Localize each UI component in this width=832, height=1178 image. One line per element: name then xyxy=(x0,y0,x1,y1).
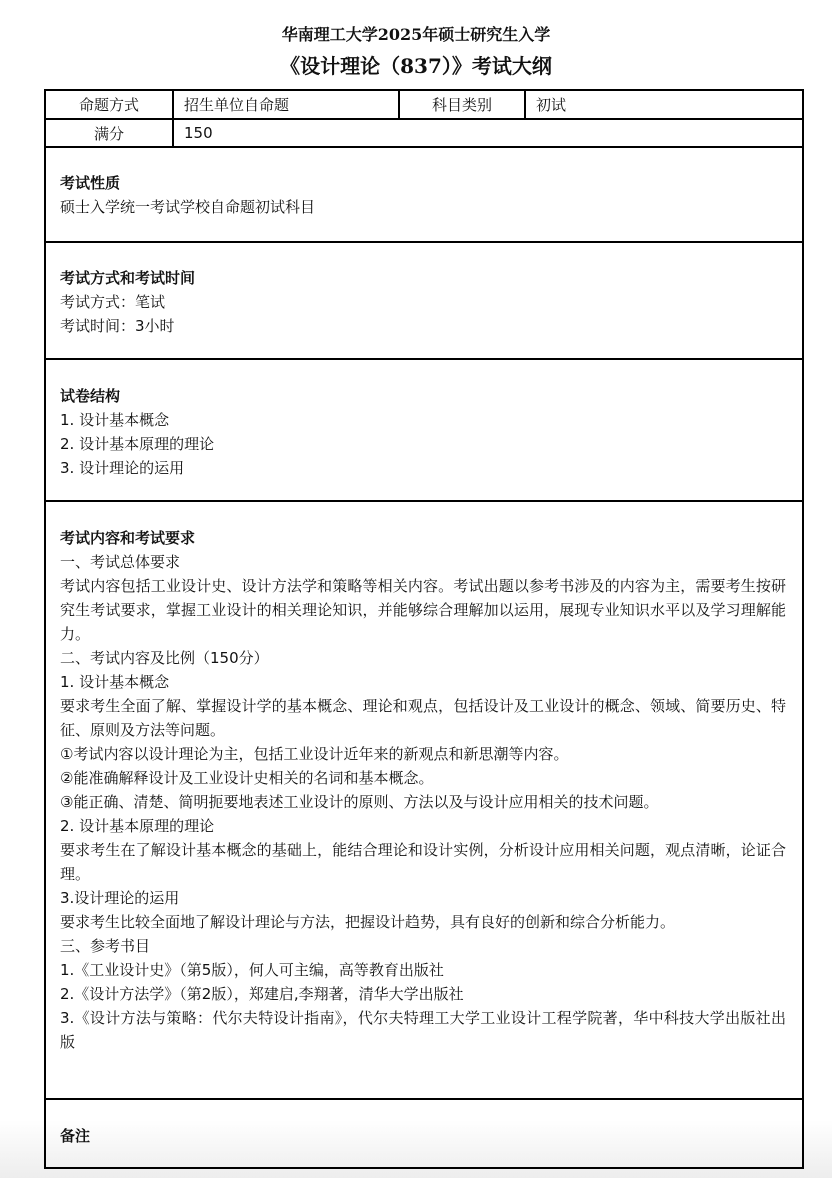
section-title: 考试内容和考试要求 xyxy=(60,529,196,547)
section-line: 考试方式：笔试 xyxy=(60,293,166,311)
section-exam-content xyxy=(46,502,802,1100)
paragraph: 考试内容包括工业设计史、设计方法学和策略等相关内容。考试出题以参考书涉及的内容为主，需要考生按研究生考试要求，掌握工业设计的相关理论知识，并能够综合理解加以运用，展现专业知识水平以及学习理解能力。 xyxy=(60,577,786,643)
section-remarks xyxy=(46,1100,802,1167)
section-title: 备注 xyxy=(60,1127,91,1145)
subsection-heading: 一、考试总体要求 xyxy=(60,553,181,571)
section-line: 考试时间：3小时 xyxy=(60,317,175,335)
subsection-heading: 三、参考书目 xyxy=(60,937,151,955)
section-title: 试卷结构 xyxy=(60,387,121,405)
value-subject-category: 初试 xyxy=(536,96,567,114)
reference-item: 1.《工业设计史》（第5版），何人可主编，高等教育出版社 xyxy=(60,961,444,979)
info-row-1 xyxy=(46,91,802,120)
value-full-score: 150 xyxy=(184,124,213,142)
paragraph: 要求考生全面了解、掌握设计学的基本概念、理论和观点，包括设计及工业设计的概念、领域、简要历史、特征、原则及方法等问题。 xyxy=(60,697,786,739)
item-heading: 3.设计理论的运用 xyxy=(60,889,180,907)
section-exam-nature xyxy=(46,148,802,243)
document-exam-title: 《设计理论（837）》考试大纲 xyxy=(280,54,552,78)
label-subject-category: 科目类别 xyxy=(400,91,526,118)
info-row-2 xyxy=(46,120,802,148)
label-question-method: 命题方式 xyxy=(46,91,174,118)
item-heading: 2. 设计基本原理的理论 xyxy=(60,817,215,835)
section-line: 2. 设计基本原理的理论 xyxy=(60,435,215,453)
subsection-heading: 二、考试内容及比例（150分） xyxy=(60,649,269,667)
reference-item: 2.《设计方法学》（第2版），郑建启,李翔著，清华大学出版社 xyxy=(60,985,464,1003)
reference-item: 3.《设计方法与策略：代尔夫特设计指南》，代尔夫特理工大学工业设计工程学院著，华中科技大学出版社出版 xyxy=(60,1009,786,1051)
paragraph: 要求考生比较全面地了解设计理论与方法，把握设计趋势，具有良好的创新和综合分析能力。 xyxy=(60,913,676,931)
section-line: 1. 设计基本概念 xyxy=(60,411,170,429)
list-item: ③能正确、清楚、简明扼要地表述工业设计的原则、方法以及与设计应用相关的技术问题。 xyxy=(60,793,659,811)
item-heading: 1. 设计基本概念 xyxy=(60,673,170,691)
section-title: 考试性质 xyxy=(60,174,121,192)
list-item: ②能准确解释设计及工业设计史相关的名词和基本概念。 xyxy=(60,769,434,787)
section-line: 硕士入学统一考试学校自命题初试科目 xyxy=(60,198,316,216)
document-university-title: 华南理工大学2025年硕士研究生入学 xyxy=(281,25,551,44)
syllabus-table xyxy=(44,89,804,1169)
section-title: 考试方式和考试时间 xyxy=(60,269,196,287)
value-question-method: 招生单位自命题 xyxy=(174,91,400,118)
section-exam-format xyxy=(46,243,802,360)
paragraph: 要求考生在了解设计基本概念的基础上，能结合理论和设计实例，分析设计应用相关问题，观点清晰，论证合理。 xyxy=(60,841,786,883)
list-item: ①考试内容以设计理论为主，包括工业设计近年来的新观点和新思潮等内容。 xyxy=(60,745,569,763)
label-full-score: 满分 xyxy=(46,120,174,146)
section-line: 3. 设计理论的运用 xyxy=(60,459,185,477)
section-paper-structure xyxy=(46,360,802,502)
